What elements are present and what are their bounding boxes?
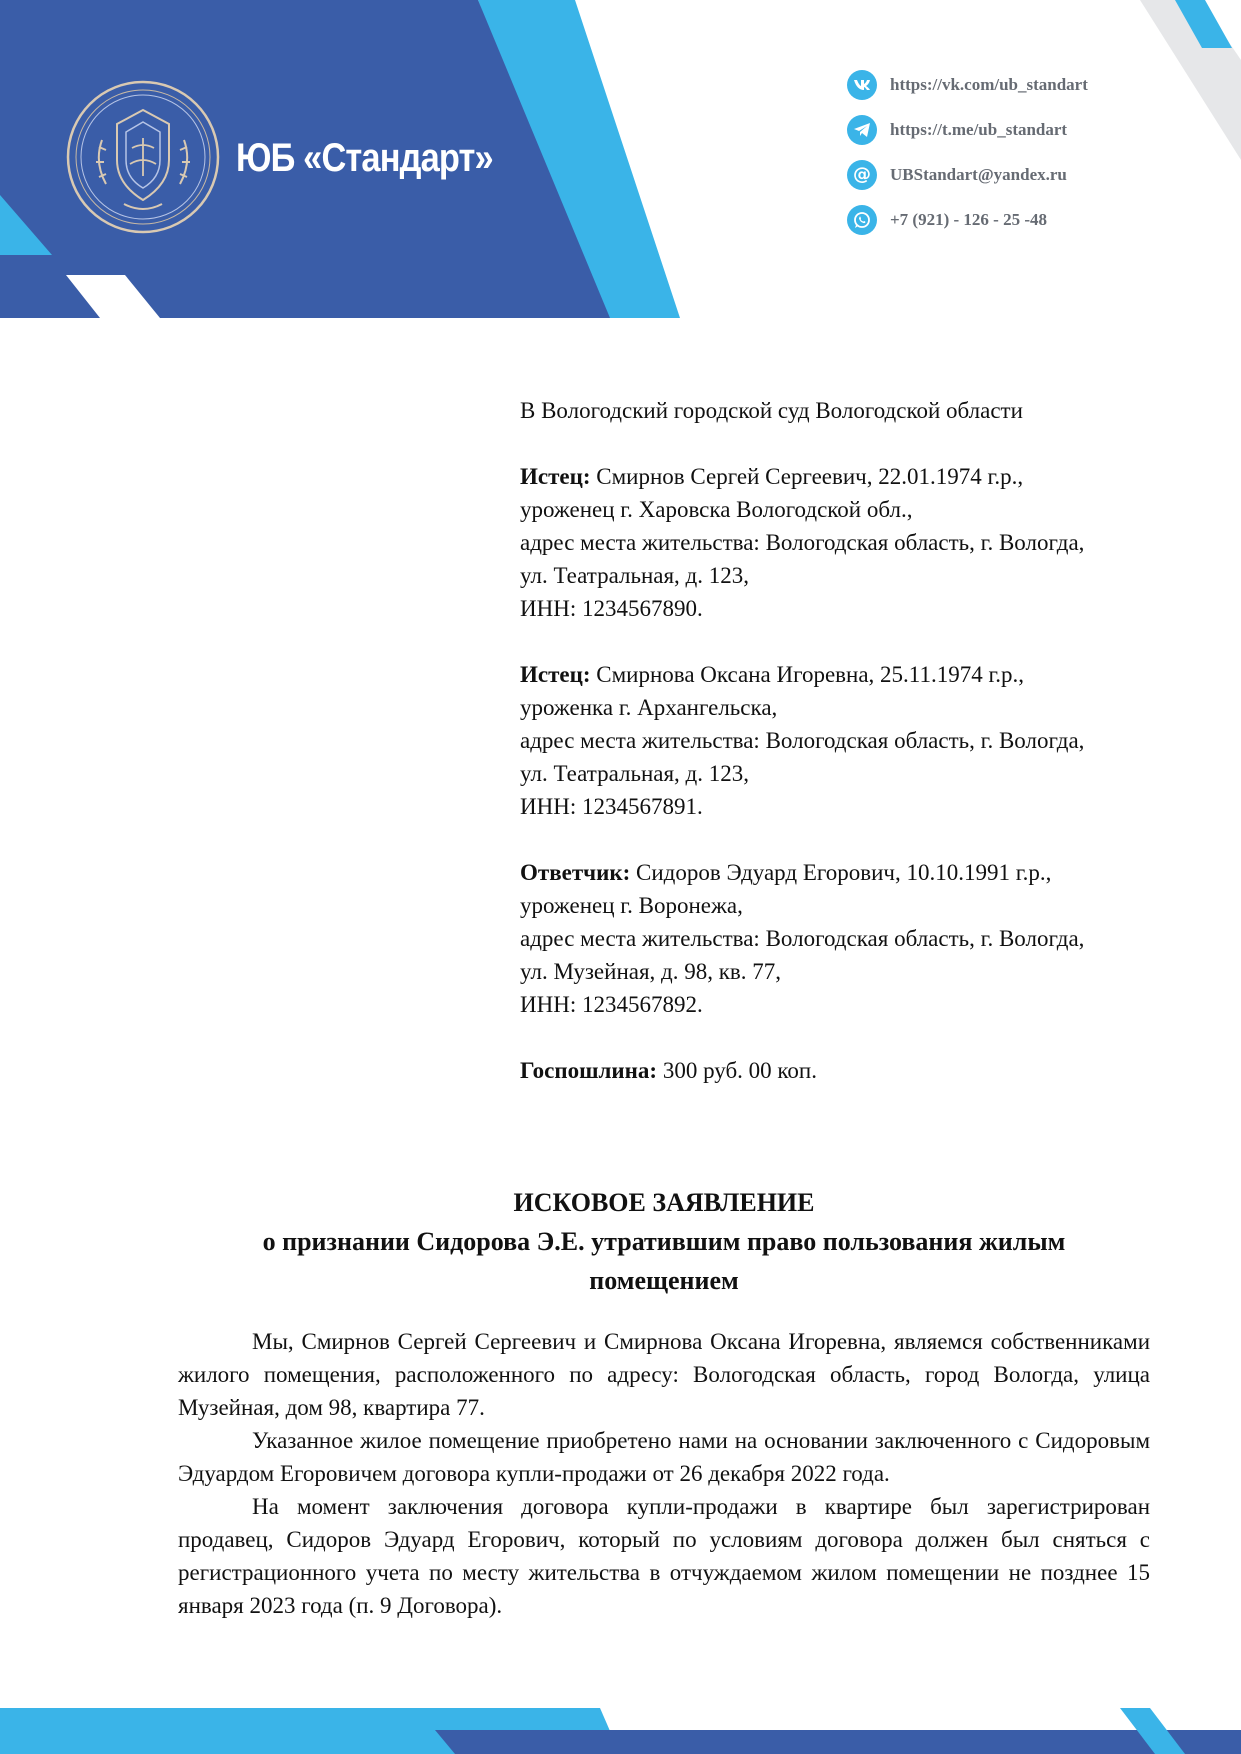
plaintiff-label: Истец: — [520, 464, 591, 489]
telegram-icon — [847, 115, 877, 145]
footer-decoration — [0, 1700, 1241, 1754]
email-icon: @ — [847, 160, 877, 190]
addressee-block — [520, 394, 1160, 1087]
title-line-1: ИСКОВОЕ ЗАЯВЛЕНИЕ — [513, 1188, 815, 1217]
contact-email-text: UBStandart@yandex.ru — [890, 165, 1067, 184]
vk-icon — [847, 70, 877, 100]
defendant-label: Ответчик: — [520, 860, 631, 885]
contacts-list — [847, 70, 1088, 250]
contact-telegram-text: https://t.me/ub_standart — [890, 120, 1068, 139]
title-line-3: помещением — [589, 1266, 739, 1295]
plaintiff-label: Истец: — [520, 662, 591, 687]
title-line-2: о признании Сидорова Э.Е. утратившим право пользования жилым — [262, 1227, 1066, 1256]
emblem-logo — [66, 80, 220, 234]
contact-whatsapp-text: +7 (921) - 126 - 25 -48 — [890, 210, 1047, 229]
whatsapp-icon — [847, 205, 877, 235]
state-fee — [520, 1054, 1160, 1087]
defendant: Ответчик: Сидоров Эдуард Егорович, 10.10.1991 г.р., уроженец г. Воронежа, адрес места жительства: Вологодская область, г. Вологда, ул. Музейная, д. 98, кв. 77, ИНН: 1234567892. — [520, 860, 1085, 1017]
fee-value: 300 руб. 00 коп. — [657, 1058, 817, 1083]
plaintiff-1: Истец: Смирнов Сергей Сергеевич, 22.01.1974 г.р., уроженец г. Харовска Вологодской обл., адрес места жительства: Вологодская область, г. Вологда, ул. Театральная, д. 123, ИНН: 1234567890. — [520, 464, 1085, 621]
fee-label: Госпошлина: — [520, 1058, 658, 1083]
contact-email[interactable] — [847, 160, 1088, 190]
contact-vk[interactable] — [847, 70, 1088, 100]
brand-name: ЮБ «Стандарт» — [236, 136, 493, 180]
letterhead — [0, 0, 1241, 318]
contact-vk-text: https://vk.com/ub_standart — [890, 75, 1088, 94]
court-name: В Вологодский городской суд Вологодской области — [520, 398, 1023, 423]
document-body — [178, 1325, 1150, 1622]
body-paragraph: Мы, Смирнов Сергей Сергеевич и Смирнова Оксана Игоревна, являемся собственниками жилого помещения, расположенного по адресу: Вологодская область, город Вологда, улица Музейная, дом 98, квартира 77. — [178, 1329, 1150, 1420]
plaintiff-2: Истец: Смирнова Оксана Игоревна, 25.11.1974 г.р., уроженка г. Архангельска, адрес места жительства: Вологодская область, г. Вологда, ул. Театральная, д. 123, ИНН: 1234567891. — [520, 662, 1085, 819]
body-paragraph: На момент заключения договора купли-продажи в квартире был зарегистрирован продавец, Сидоров Эдуард Егорович, который по условиям договора должен был сняться с регистрационного учета по месту жительства в отчуждаемом жилом помещении не позднее 15 января 2023 года (п. 9 Договора). — [178, 1494, 1150, 1618]
contact-whatsapp[interactable] — [847, 205, 1088, 235]
contact-telegram[interactable] — [847, 115, 1088, 145]
body-paragraph: Указанное жилое помещение приобретено нами на основании заключенного с Сидоровым Эдуардом Егоровичем договора купли-продажи от 26 декабря 2022 года. — [178, 1428, 1150, 1486]
document-title — [178, 1183, 1150, 1300]
